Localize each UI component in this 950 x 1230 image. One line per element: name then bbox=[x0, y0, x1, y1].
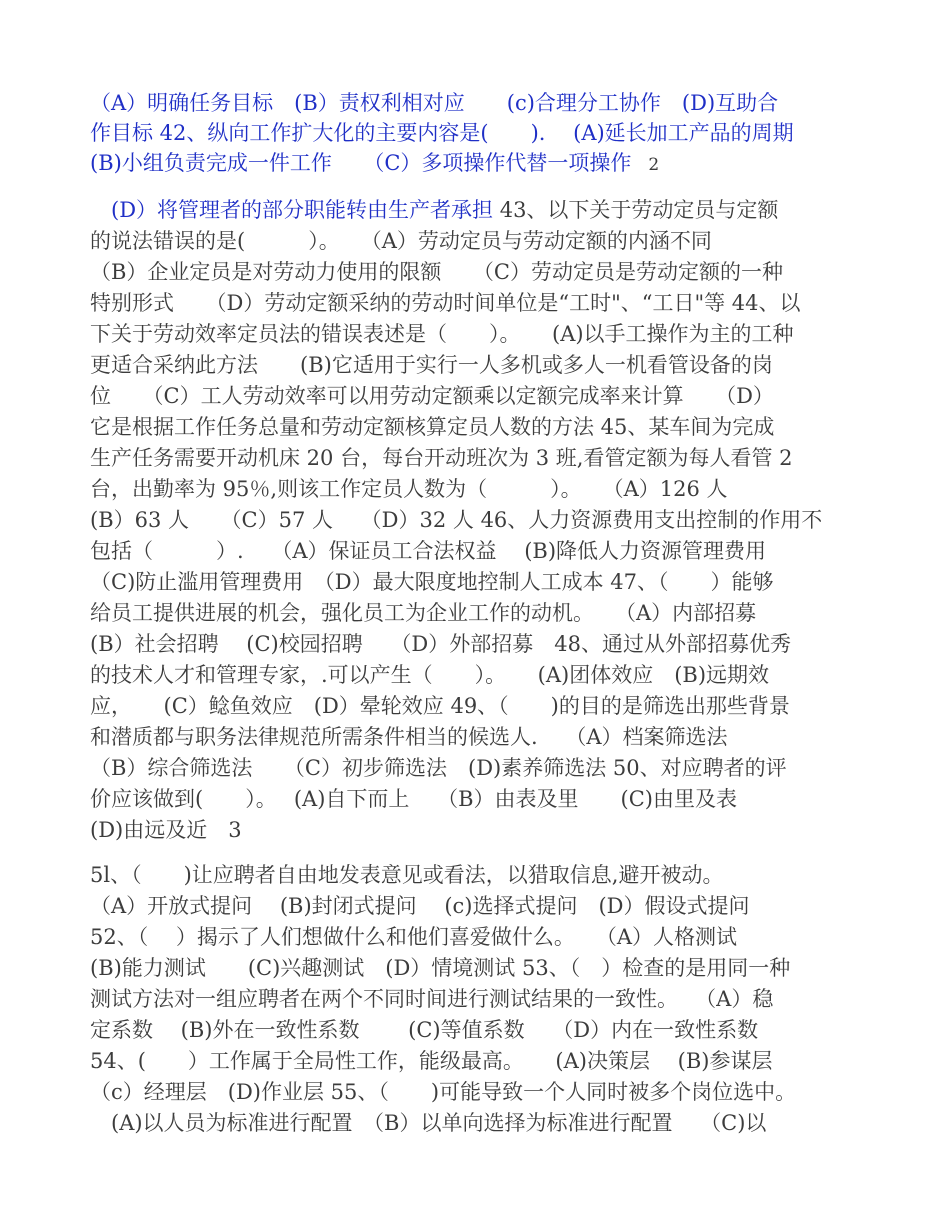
text-segment: (D)由远及近 3 bbox=[90, 818, 242, 842]
text-segment: 5l、（ )让应聘者自由地发表意见或看法，以猎取信息,避开被动。 bbox=[90, 863, 724, 887]
text-line bbox=[90, 815, 870, 845]
text-line bbox=[90, 598, 870, 628]
text-line bbox=[90, 953, 870, 983]
text-segment: （B）企业定员是对劳动力使用的限额 （C）劳动定员是劳动定额的一种 bbox=[90, 260, 783, 284]
text-line bbox=[90, 1108, 870, 1138]
text-segment: 包括（ ）. （A）保证员工合法权益 (B)降低人力资源管理费用 bbox=[90, 539, 767, 563]
text-segment: 价应该做到( ）。 (A)自下而上 （B）由表及里 (C)由里及表 bbox=[90, 787, 737, 811]
text-line bbox=[90, 860, 870, 890]
text-segment: (D）将管理者的部分职能转由生产者承担 bbox=[90, 198, 494, 222]
text-segment: 定系数 (B)外在一致性系数 (C)等值系数 （D）内在一致性系数 bbox=[90, 1018, 759, 1042]
text-line bbox=[90, 88, 870, 118]
text-line bbox=[90, 1046, 870, 1076]
text-line bbox=[90, 381, 870, 411]
text-line bbox=[90, 984, 870, 1014]
text-segment: 的技术人才和管理专家，.可以产生（ ）。 (A)团体效应 (B)远期效 bbox=[90, 663, 770, 687]
text-line bbox=[90, 891, 870, 921]
text-segment: 应， (C）鲶鱼效应 (D）晕轮效应 49、（ )的目的是筛选出那些背景 bbox=[90, 694, 790, 718]
text-line bbox=[90, 443, 870, 473]
text-line bbox=[90, 226, 870, 256]
text-segment: （A）开放式提问 (B)封闭式提问 (c)选择式提问 (D）假设式提问 bbox=[90, 894, 750, 918]
text-line bbox=[90, 1077, 870, 1107]
text-line bbox=[90, 505, 870, 535]
text-segment: 54、( ）工作属于全局性工作，能级最高。 (A)决策层 (B)参谋层 bbox=[90, 1049, 773, 1073]
text-line bbox=[90, 660, 870, 690]
text-line bbox=[90, 148, 870, 180]
text-segment: 的说法错误的是( ）。 （A）劳动定员与劳动定额的内涵不同 bbox=[90, 229, 712, 253]
text-segment: 作目标 42、纵向工作扩大化的主要内容是( ). (A)延长加工产品的周期 bbox=[90, 121, 794, 145]
text-segment: 特别形式 （D）劳动定额采纳的劳动时间单位是“工时"、“工日"等 44、以 bbox=[90, 291, 801, 315]
text-segment: (B）社会招聘 (C)校园招聘 （D）外部招募 48、通过从外部招募优秀 bbox=[90, 632, 791, 656]
text-line bbox=[90, 195, 870, 225]
text-segment: 台，出勤率为 95％,则该工作定员人数为（ ）。 （A）126 人 bbox=[90, 477, 728, 501]
text-line bbox=[90, 350, 870, 380]
text-segment: 给员工提供进展的机会，强化员工为企业工作的动机。 （A）内部招募 bbox=[90, 601, 757, 625]
text-line bbox=[90, 412, 870, 442]
text-segment: （c）经理层 (D)作业层 55、（ )可能导致一个人同时被多个岗位选中。 bbox=[90, 1080, 797, 1104]
text-line bbox=[90, 118, 870, 148]
text-line bbox=[90, 288, 870, 318]
text-line bbox=[90, 629, 870, 659]
text-segment: （B）综合筛选法 （C）初步筛选法 (D)素养筛选法 50、对应聘者的评 bbox=[90, 756, 787, 780]
text-segment: (A)以人员为标准进行配置 （B）以单向选择为标准进行配置 （C)以 bbox=[90, 1111, 767, 1135]
text-line bbox=[90, 1015, 870, 1045]
text-segment: 和潜质都与职务法律规范所需条件相当的候选人. （A）档案筛选法 bbox=[90, 725, 728, 749]
text-line bbox=[90, 722, 870, 752]
text-line bbox=[90, 784, 870, 814]
text-line bbox=[90, 536, 870, 566]
text-segment: （A）明确任务目标 (B）责权利相对应 (c)合理分工协作 (D)互助合 bbox=[90, 91, 779, 115]
text-segment: 位 （C）工人劳动效率可以用劳动定额乘以定额完成率来计算 （D） bbox=[90, 384, 774, 408]
text-segment: 52、（ ）揭示了人们想做什么和他们喜爱做什么。 （A）人格测试 bbox=[90, 925, 738, 949]
text-line bbox=[90, 753, 870, 783]
text-line bbox=[90, 257, 870, 287]
text-segment: 它是根据工作任务总量和劳动定额核算定员人数的方法 45、某车间为完成 bbox=[90, 415, 775, 439]
text-segment: 更适合采纳此方法 (B)它适用于实行一人多机或多人一机看管设备的岗 bbox=[90, 353, 773, 377]
text-segment: 测试方法对一组应聘者在两个不同时间进行测试结果的一致性。 （A）稳 bbox=[90, 987, 774, 1011]
text-segment: 43、以下关于劳动定员与定额 bbox=[493, 198, 779, 222]
text-line bbox=[90, 567, 870, 597]
text-segment: 下关于劳动效率定员法的错误表述是（ ）。 (A)以手工操作为主的工种 bbox=[90, 322, 794, 346]
text-segment: (B)能力测试 (C)兴趣测试 (D）情境测试 53、（ ）检查的是用同一种 bbox=[90, 956, 791, 980]
text-segment: 生产任务需要开动机床 20 台，每台开动班次为 3 班,看管定额为每人看管 2 bbox=[90, 446, 793, 470]
text-line bbox=[90, 319, 870, 349]
text-line bbox=[90, 474, 870, 504]
text-line bbox=[90, 691, 870, 721]
text-line bbox=[90, 922, 870, 952]
text-segment: (B)小组负责完成一件工作 （C）多项操作代替一项操作 bbox=[90, 151, 632, 175]
page-number: 2 bbox=[631, 155, 660, 175]
text-segment: (B）63 人 （C）57 人 （D）32 人 46、人力资源费用支出控制的作用不 bbox=[90, 508, 823, 532]
text-segment: （C)防止滥用管理费用 （D）最大限度地控制人工成本 47、（ ）能够 bbox=[90, 570, 774, 594]
